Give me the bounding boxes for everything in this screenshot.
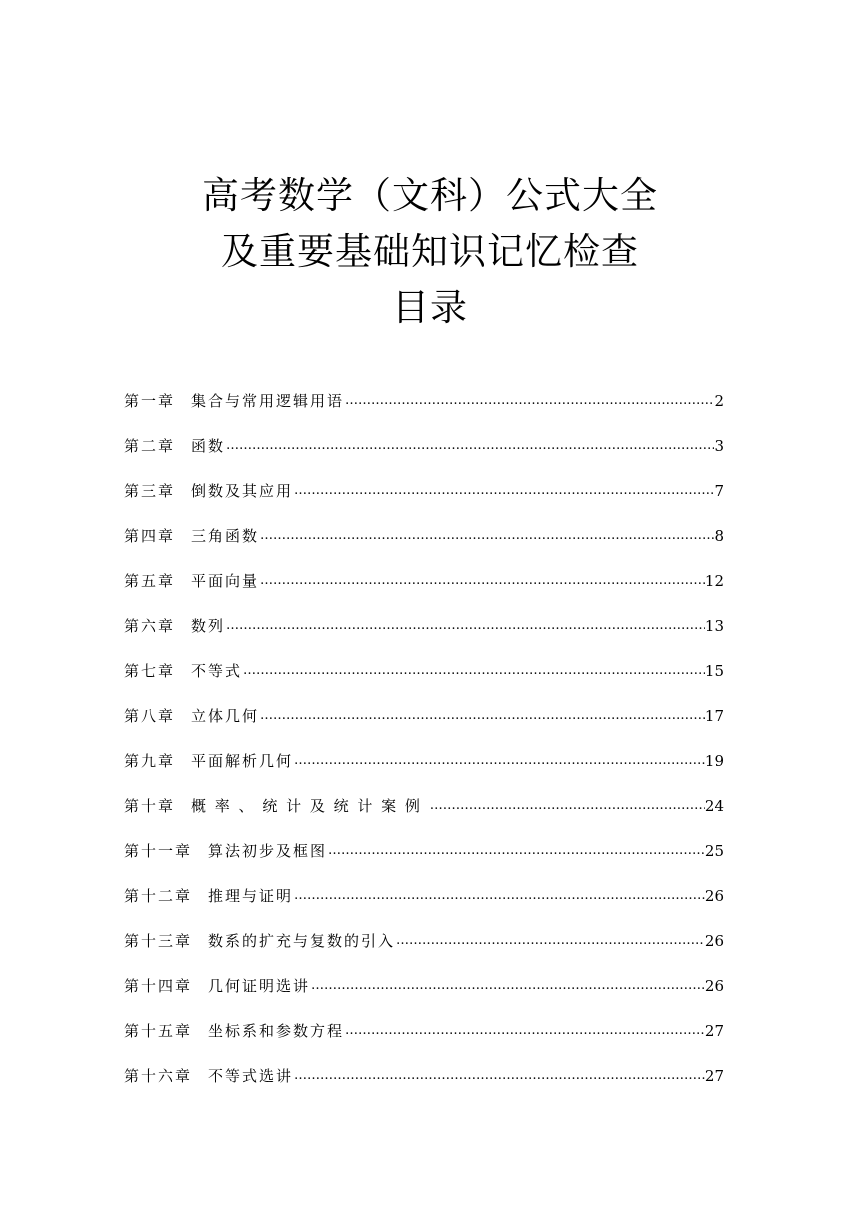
toc-title: 集合与常用逻辑用语 xyxy=(191,392,345,410)
toc-chapter-label: 第二章 xyxy=(124,437,176,455)
toc-dot-leader xyxy=(293,483,714,498)
toc-page-number: 13 xyxy=(704,616,724,635)
toc-entry-9[interactable] xyxy=(124,738,724,783)
toc-page-number: 27 xyxy=(704,1066,724,1085)
toc-title: 立体几何 xyxy=(191,707,260,725)
title-line-1: 高考数学（文科）公式大全 xyxy=(202,174,658,217)
toc-dot-leader xyxy=(344,393,714,408)
toc-chapter-label: 第七章 xyxy=(124,662,176,680)
toc-dot-leader xyxy=(259,528,714,543)
toc-title: 平面解析几何 xyxy=(191,752,294,770)
toc-entry-14[interactable] xyxy=(124,963,724,1008)
toc-title: 函数 xyxy=(191,437,226,455)
toc-page-number: 26 xyxy=(704,976,724,995)
toc-chapter-label: 第一章 xyxy=(124,392,176,410)
toc-entry-7[interactable] xyxy=(124,648,724,693)
toc-title: 算法初步及框图 xyxy=(208,842,328,860)
toc-entry-5[interactable] xyxy=(124,558,724,603)
toc-title: 数系的扩充与复数的引入 xyxy=(208,932,396,950)
toc-page-number: 19 xyxy=(704,751,724,770)
toc-page-number: 2 xyxy=(714,391,724,410)
toc-page-number: 8 xyxy=(714,526,724,545)
toc-page-number: 26 xyxy=(704,931,724,950)
toc-chapter-label: 第三章 xyxy=(124,482,176,500)
toc-dot-leader xyxy=(293,753,705,768)
toc-page-number: 17 xyxy=(704,706,724,725)
toc-dot-leader xyxy=(293,1068,705,1083)
toc-page-number: 26 xyxy=(704,886,724,905)
toc-page-number: 12 xyxy=(704,571,724,590)
toc-page-number: 24 xyxy=(704,796,724,815)
toc-dot-leader xyxy=(225,618,705,633)
toc-chapter-label: 第九章 xyxy=(124,752,176,770)
toc-title: 不等式选讲 xyxy=(208,1067,294,1085)
toc-entry-10[interactable] xyxy=(124,783,724,828)
toc-dot-leader xyxy=(293,888,705,903)
toc-title: 三角函数 xyxy=(191,527,260,545)
toc-entry-12[interactable] xyxy=(124,873,724,918)
toc-entry-6[interactable] xyxy=(124,603,724,648)
toc-chapter-label: 第十章 xyxy=(124,797,176,815)
toc-entry-2[interactable] xyxy=(124,423,724,468)
toc-entry-16[interactable] xyxy=(124,1053,724,1098)
toc-entry-15[interactable] xyxy=(124,1008,724,1053)
toc-entry-13[interactable] xyxy=(124,918,724,963)
toc-entry-1[interactable] xyxy=(124,378,724,423)
toc-dot-leader xyxy=(225,438,714,453)
toc-chapter-label: 第十六章 xyxy=(124,1067,193,1085)
toc-dot-leader xyxy=(344,1023,705,1038)
toc-page-number: 15 xyxy=(704,661,724,680)
table-of-contents xyxy=(124,378,724,1098)
toc-title: 倒数及其应用 xyxy=(191,482,294,500)
toc-dot-leader xyxy=(310,978,705,993)
toc-dot-leader xyxy=(259,708,705,723)
toc-chapter-label: 第十三章 xyxy=(124,932,193,950)
title-line-2: 及重要基础知识记忆检查 xyxy=(221,230,639,273)
toc-title: 推理与证明 xyxy=(208,887,294,905)
toc-title: 几何证明选讲 xyxy=(208,977,311,995)
toc-chapter-label: 第十二章 xyxy=(124,887,193,905)
toc-page-number: 25 xyxy=(704,841,724,860)
toc-chapter-label: 第十五章 xyxy=(124,1022,193,1040)
toc-title: 数列 xyxy=(191,617,226,635)
toc-chapter-label: 第四章 xyxy=(124,527,176,545)
toc-dot-leader xyxy=(327,843,705,858)
toc-entry-11[interactable] xyxy=(124,828,724,873)
toc-title: 不等式 xyxy=(191,662,243,680)
toc-dot-leader xyxy=(259,573,705,588)
toc-chapter-label: 第十四章 xyxy=(124,977,193,995)
title-line-3: 目录 xyxy=(392,286,468,329)
toc-entry-4[interactable] xyxy=(124,513,724,558)
toc-page-number: 7 xyxy=(714,481,724,500)
toc-chapter-label: 第五章 xyxy=(124,572,176,590)
toc-title: 平面向量 xyxy=(191,572,260,590)
toc-dot-leader xyxy=(242,663,705,678)
toc-page-number: 3 xyxy=(714,436,724,455)
toc-entry-8[interactable] xyxy=(124,693,724,738)
toc-title: 概 率 、 统 计 及 统 计 案 例 xyxy=(191,797,429,815)
toc-dot-leader xyxy=(395,933,705,948)
toc-dot-leader xyxy=(429,798,705,813)
document-title xyxy=(0,168,860,336)
toc-page-number: 27 xyxy=(704,1021,724,1040)
toc-chapter-label: 第十一章 xyxy=(124,842,193,860)
toc-chapter-label: 第八章 xyxy=(124,707,176,725)
toc-title: 坐标系和参数方程 xyxy=(208,1022,345,1040)
toc-chapter-label: 第六章 xyxy=(124,617,176,635)
toc-entry-3[interactable] xyxy=(124,468,724,513)
